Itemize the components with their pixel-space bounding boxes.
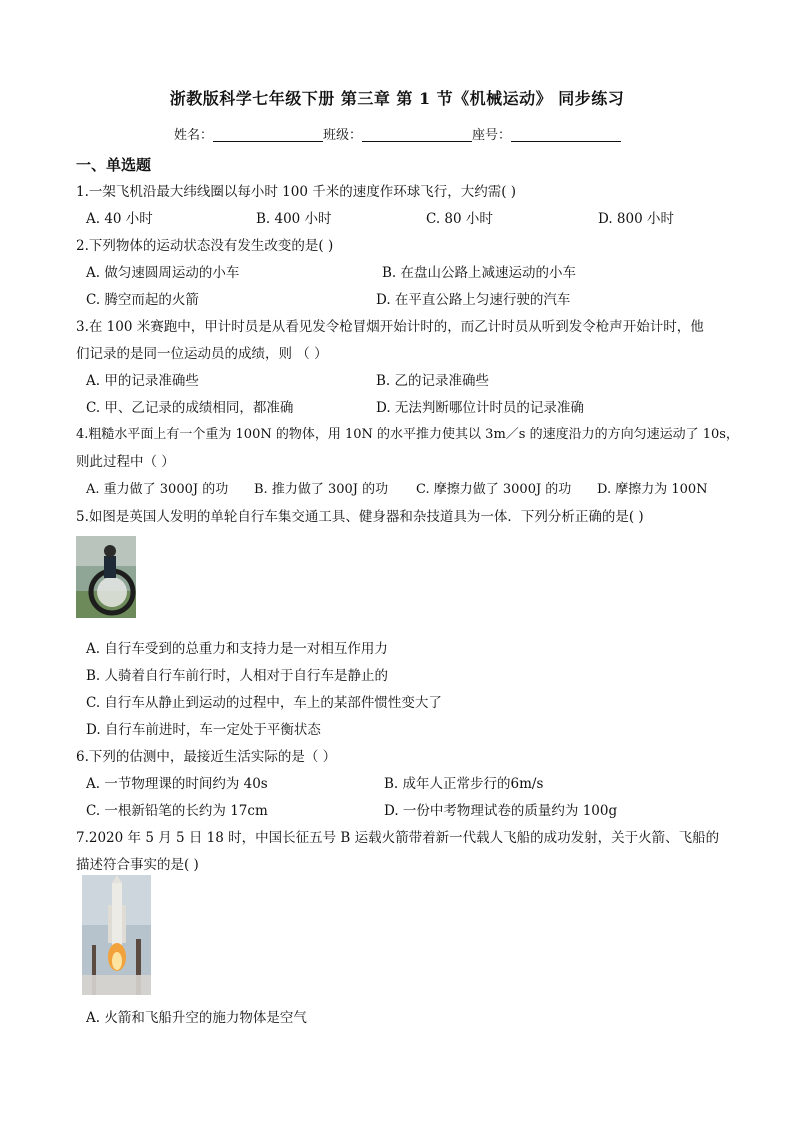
question-5-option-b: B. 人骑着自行车前行时，人相对于自行车是静止的 <box>86 668 389 684</box>
question-3-option-b: B. 乙的记录准确些 <box>376 373 490 389</box>
question-4-option-a: A. 重力做了 3000J 的功 <box>86 482 229 497</box>
question-4-option-c: C. 摩擦力做了 3000J 的功 <box>416 482 572 497</box>
question-5-option-c: C. 自行车从静止到运动的过程中，车上的某部件惯性变大了 <box>86 695 442 711</box>
student-info-line <box>174 124 621 143</box>
question-7-stem-line-2: 描述符合事实的是( ) <box>76 857 199 873</box>
seat-blank[interactable] <box>511 127 621 142</box>
seat-label: 座号： <box>472 128 512 143</box>
question-3-option-c: C. 甲、乙记录的成绩相同，都准确 <box>86 400 294 416</box>
question-6-option-a: A. 一节物理课的时间约为 40s <box>86 776 268 792</box>
question-1-option-b: B. 400 小时 <box>256 211 332 227</box>
class-blank[interactable] <box>362 127 472 142</box>
question-4-stem-line-1: 4.粗糙水平面上有一个重为 100N 的物体，用 10N 的水平推力使其以 3m／s 的速度沿力的方向匀速运动了 10s， <box>76 427 739 442</box>
class-label: 班级： <box>323 128 363 143</box>
question-3-option-d: D. 无法判断哪位计时员的记录准确 <box>376 400 584 416</box>
question-4-option-d: D. 摩擦力为 100N <box>597 482 708 497</box>
question-3-stem-line-1: 3.在 100 米赛跑中，甲计时员是从看见发令枪冒烟开始计时的，而乙计时员从听到发令枪声开始计时，他 <box>76 319 704 335</box>
question-2-option-a: A. 做匀速圆周运动的小车 <box>86 265 240 281</box>
question-5-stem: 5.如图是英国人发明的单轮自行车集交通工具、健身器和杂技道具为一体．下列分析正确的是( ) <box>76 509 644 525</box>
unicycle-photo <box>76 536 136 618</box>
question-1-option-a: A. 40 小时 <box>86 211 153 227</box>
question-7-stem-line-1: 7.2020 年 5 月 5 日 18 时，中国长征五号 B 运载火箭带着新一代载人飞船的成功发射，关于火箭、飞船的 <box>76 830 720 846</box>
rocket-launch-photo <box>82 875 151 995</box>
question-6-stem: 6.下列的估测中，最接近生活实际的是（ ） <box>76 749 337 765</box>
question-6-option-c: C. 一根新铅笔的长约为 17cm <box>86 803 268 819</box>
question-7-option-a: A. 火箭和飞船升空的施力物体是空气 <box>86 1010 307 1026</box>
question-4-option-b: B. 推力做了 300J 的功 <box>254 482 389 497</box>
name-blank[interactable] <box>213 127 323 142</box>
question-4-stem-line-2: 则此过程中（ ） <box>76 454 175 470</box>
question-2-option-c: C. 腾空而起的火箭 <box>86 292 199 308</box>
question-5-option-d: D. 自行车前进时，车一定处于平衡状态 <box>86 722 321 738</box>
question-2-option-b: B. 在盘山公路上减速运动的小车 <box>382 265 577 281</box>
question-1-stem: 1.一架飞机沿最大纬线圈以每小时 100 千米的速度作环球飞行，大约需( ) <box>76 184 517 200</box>
question-1-option-c: C. 80 小时 <box>426 211 493 227</box>
question-2-stem: 2.下列物体的运动状态没有发生改变的是( ) <box>76 238 334 254</box>
page-title: 浙教版科学七年级下册 第三章 第 1 节《机械运动》 同步练习 <box>169 89 625 108</box>
question-3-stem-line-2: 们记录的是同一位运动员的成绩，则 （ ） <box>76 346 328 362</box>
name-label: 姓名： <box>174 128 214 143</box>
question-3-option-a: A. 甲的记录准确些 <box>86 373 199 389</box>
question-2-option-d: D. 在平直公路上匀速行驶的汽车 <box>376 292 571 308</box>
question-5-option-a: A. 自行车受到的总重力和支持力是一对相互作用力 <box>86 641 388 657</box>
question-1-option-d: D. 800 小时 <box>598 211 674 227</box>
section-heading: 一、单选题 <box>76 156 152 174</box>
question-6-option-d: D. 一份中考物理试卷的质量约为 100g <box>384 803 618 819</box>
question-6-option-b: B. 成年人正常步行的6m/s <box>384 776 544 792</box>
